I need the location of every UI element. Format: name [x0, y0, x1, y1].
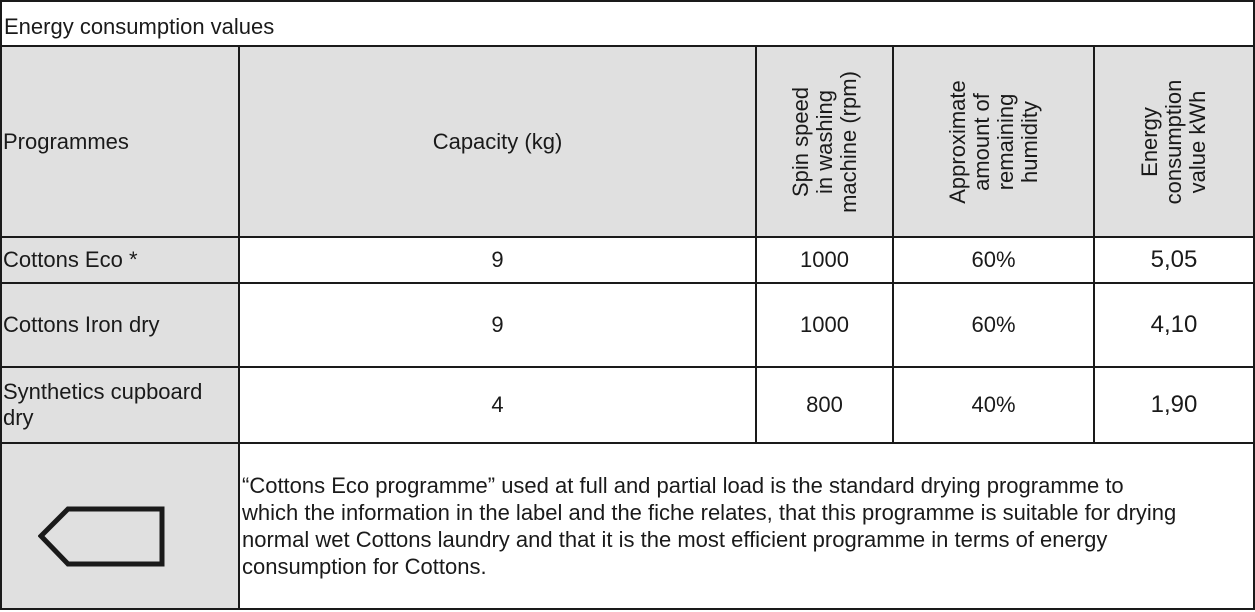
row-capacity: 9 [239, 237, 756, 283]
row-programme: Cottons Iron dry [1, 283, 239, 367]
row-spin: 1000 [756, 237, 893, 283]
row-capacity: 9 [239, 283, 756, 367]
header-energy-line3: value kWh [1185, 90, 1210, 193]
row-humidity: 40% [893, 367, 1094, 443]
row-spin: 1000 [756, 283, 893, 367]
header-energy [1094, 46, 1254, 237]
row-programme: Cottons Eco * [1, 237, 239, 283]
header-energy-line2: consumption [1161, 79, 1186, 204]
header-humidity-line4: humidity [1016, 100, 1042, 183]
row-programme-line1: Synthetics cupboard [3, 379, 203, 404]
row-programme-line2: dry [3, 405, 34, 430]
row-spin: 800 [756, 367, 893, 443]
header-capacity: Capacity (kg) [239, 46, 756, 237]
header-humidity-line2: amount of [968, 92, 994, 191]
header-humidity-line1: Approximate [944, 79, 970, 204]
table-row [1, 237, 1254, 283]
footnote-icon-cell [1, 443, 239, 609]
row-energy: 5,05 [1094, 237, 1254, 283]
row-energy: 4,10 [1094, 283, 1254, 367]
table-row [1, 367, 1254, 443]
footnote-line4: consumption for Cottons. [242, 554, 487, 579]
header-row [1, 46, 1254, 237]
row-programme [1, 367, 239, 443]
row-humidity: 60% [893, 237, 1094, 283]
row-energy: 1,90 [1094, 367, 1254, 443]
eco-tag-icon [38, 506, 166, 568]
header-energy-line1: Energy [1137, 106, 1162, 177]
footnote-line3: normal wet Cottons laundry and that it is the most efficient programme in terms of energy [242, 527, 1108, 552]
header-programmes: Programmes [1, 46, 239, 237]
row-humidity: 60% [893, 283, 1094, 367]
row-capacity: 4 [239, 367, 756, 443]
footnote-line2: which the information in the label and the fiche relates, that this programme is suitable for drying [242, 500, 1177, 525]
header-spin-line3: machine (rpm) [835, 70, 861, 213]
energy-table [0, 45, 1255, 610]
header-humidity [893, 46, 1094, 237]
footnote-line1: “Cottons Eco programme” used at full and partial load is the standard drying programme to [242, 473, 1124, 498]
header-spin-line1: Spin speed [787, 86, 813, 197]
header-spin-line2: in washing [811, 89, 837, 194]
header-humidity-line3: remaining [992, 93, 1018, 190]
footnote-row [1, 443, 1254, 609]
table-title: Energy consumption values [4, 14, 275, 39]
table-row [1, 283, 1254, 367]
footnote-text [239, 443, 1254, 609]
header-spin-speed [756, 46, 893, 237]
table-title-bar [0, 0, 1255, 47]
